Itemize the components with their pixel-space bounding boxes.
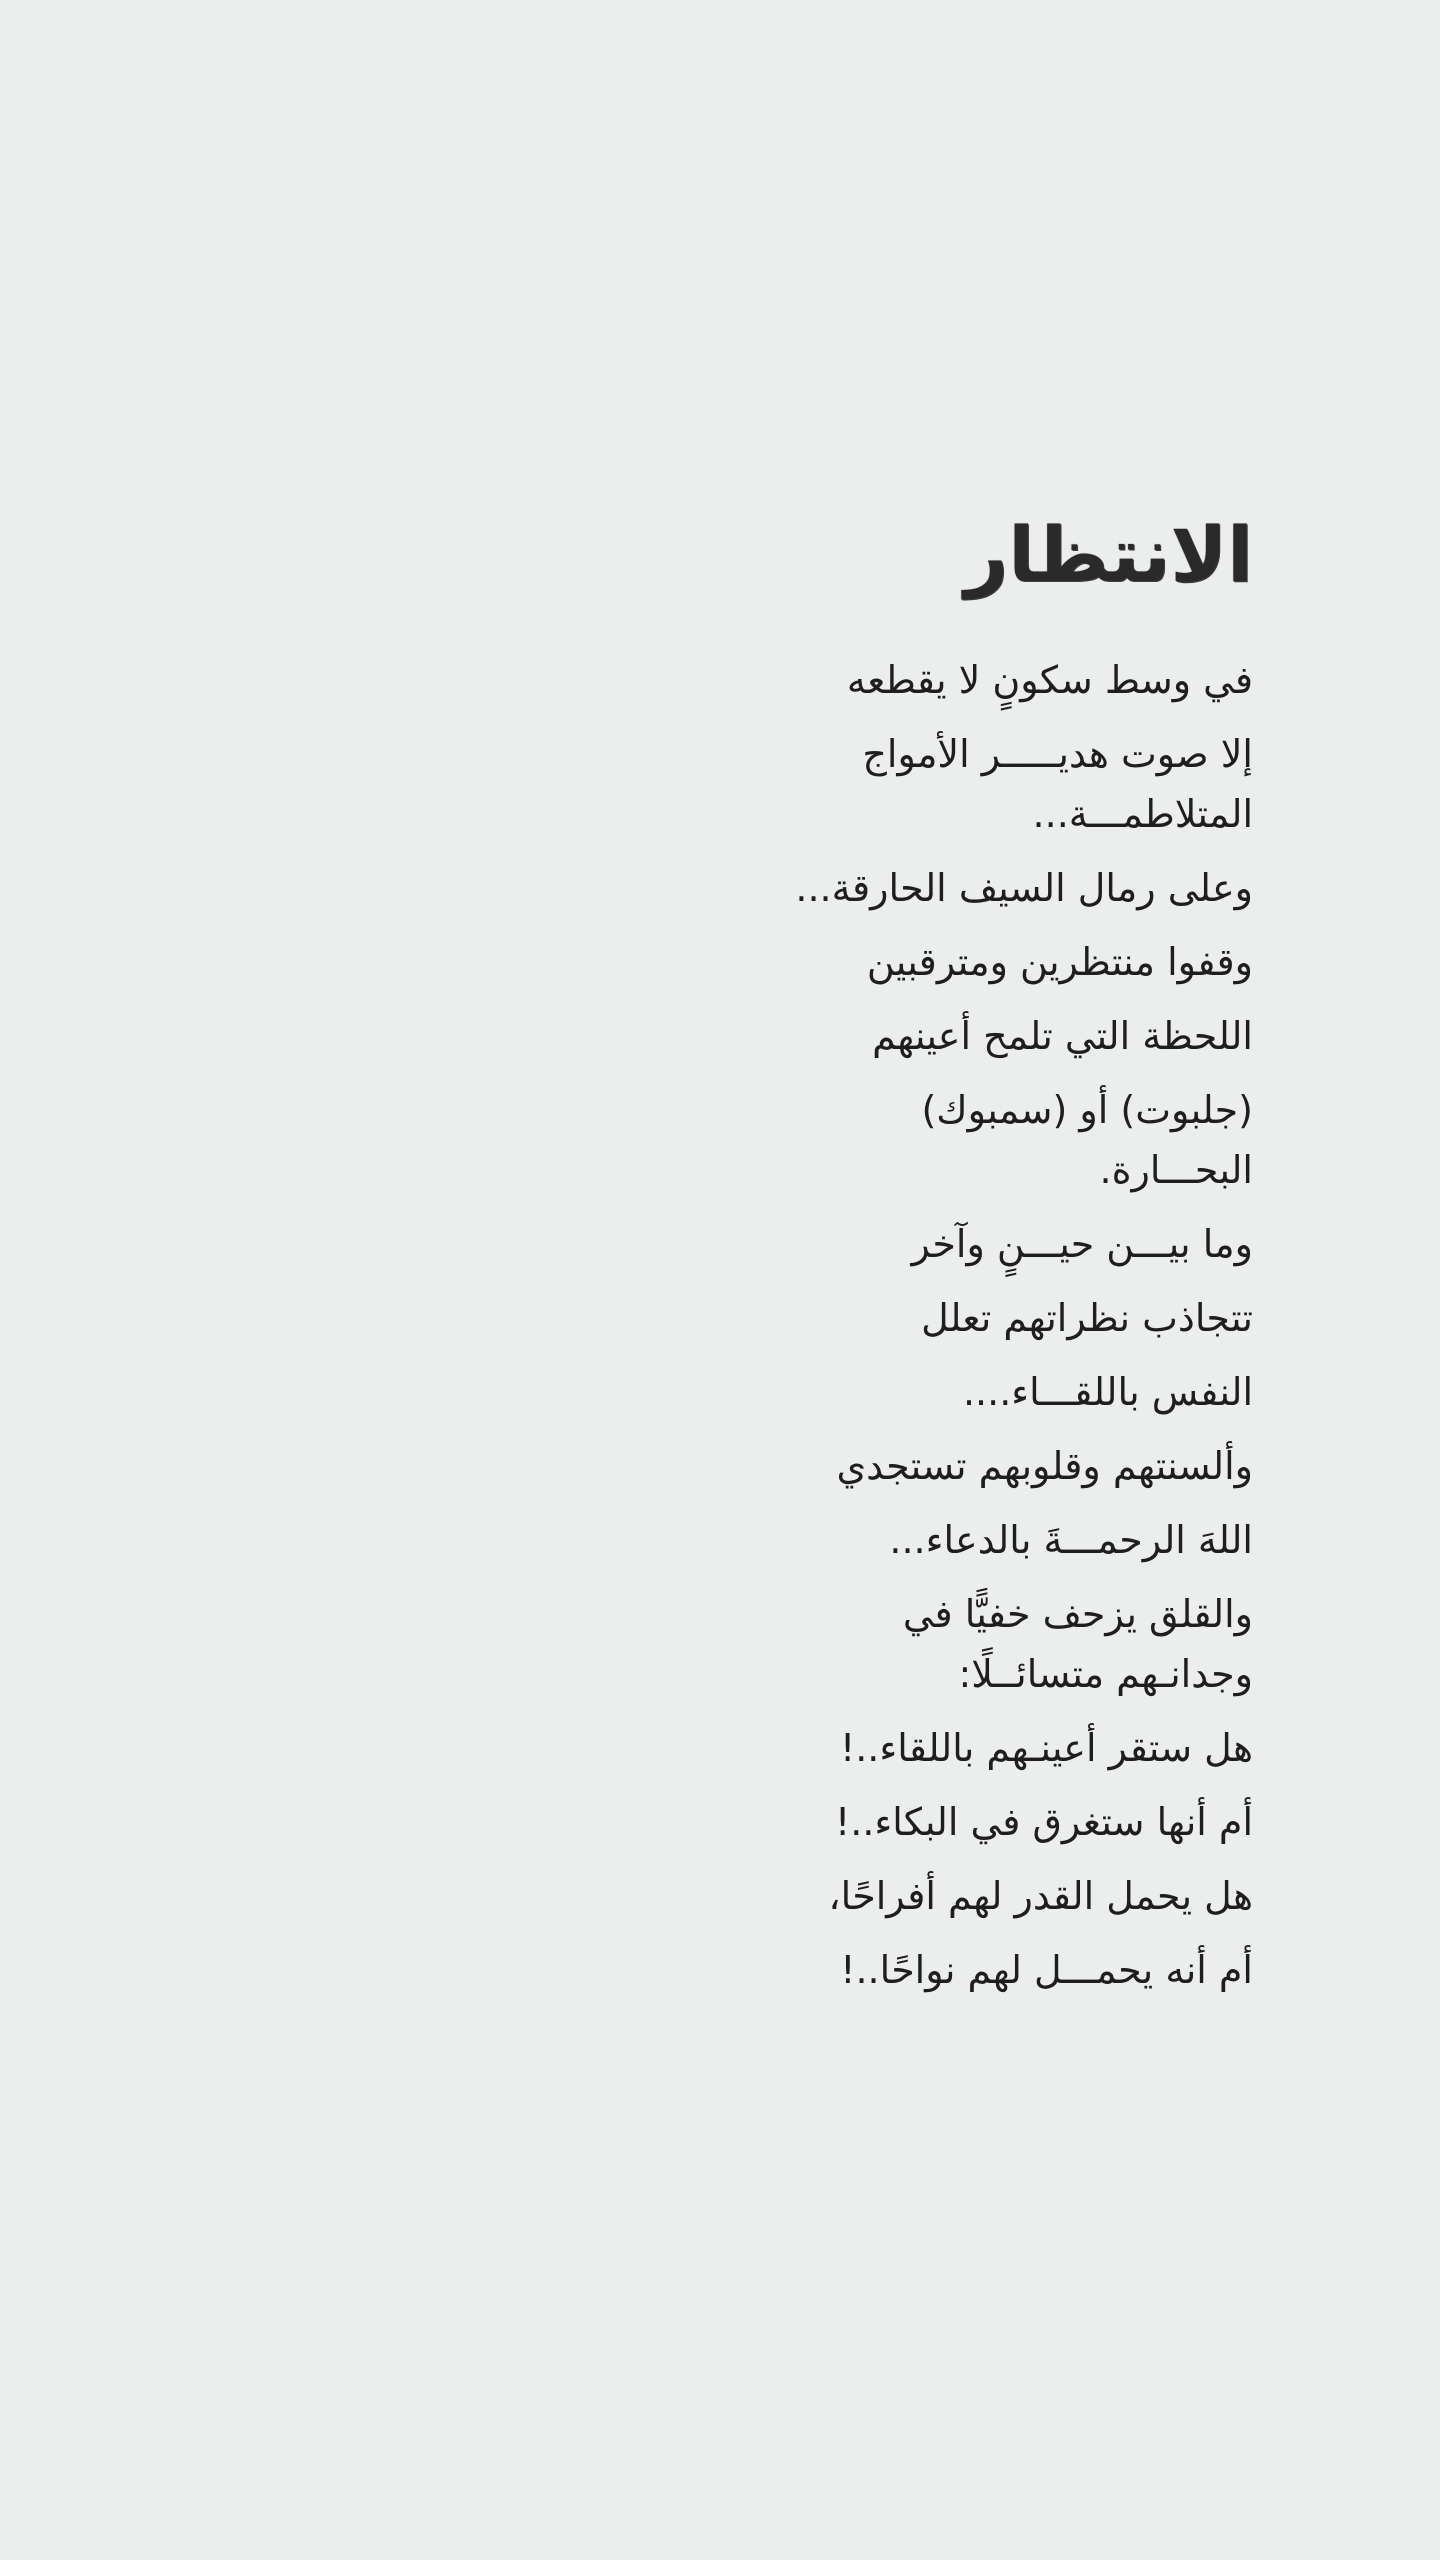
poem-verse: اللحظة التي تلمح أعينهم [872,1014,1253,1058]
poem-verse: النفس باللقـــاء.... [962,1370,1253,1414]
poem-verse: أم أنه يحمـــل لهم نواحًا..! [840,1948,1253,1992]
poem-verse: (جلبوت) أو (سمبوك) البحـــارة. [921,1088,1253,1192]
poem-verse: تتجاذب نظراتهم تعلل [921,1296,1253,1340]
poem-block [493,510,1253,2014]
poem-verse: هل ستقر أعينـهم باللقاء..! [839,1726,1253,1770]
poem-verse: وألسنتهم وقلوبهم تستجدي [836,1444,1253,1488]
poem-verse: وعلى رمال السيف الحارقة... [795,866,1253,910]
poem-title: الانتظار [964,510,1253,599]
poem-verses [493,650,1253,2000]
poem-verse: إلا صوت هديـــــر الأمواج المتلاطمـــة... [862,732,1253,836]
poem-verse: أم أنها ستغرق في البكاء..! [835,1800,1253,1844]
poem-verse: هل يحمل القدر لهم أفراحًا، [828,1874,1253,1918]
poem-verse: وما بيـــن حيـــنٍ وآخر [911,1222,1253,1266]
poem-verse: في وسط سكونٍ لا يقطعه [846,658,1253,702]
poem-verse: وقفوا منتظرين ومترقبين [866,940,1253,984]
poem-verse: اللهَ الرحمـــةَ بالدعاء... [889,1518,1253,1562]
poem-verse: والقلق يزحف خفيًّا في وجدانـهم متسائــلًا: [902,1592,1253,1696]
